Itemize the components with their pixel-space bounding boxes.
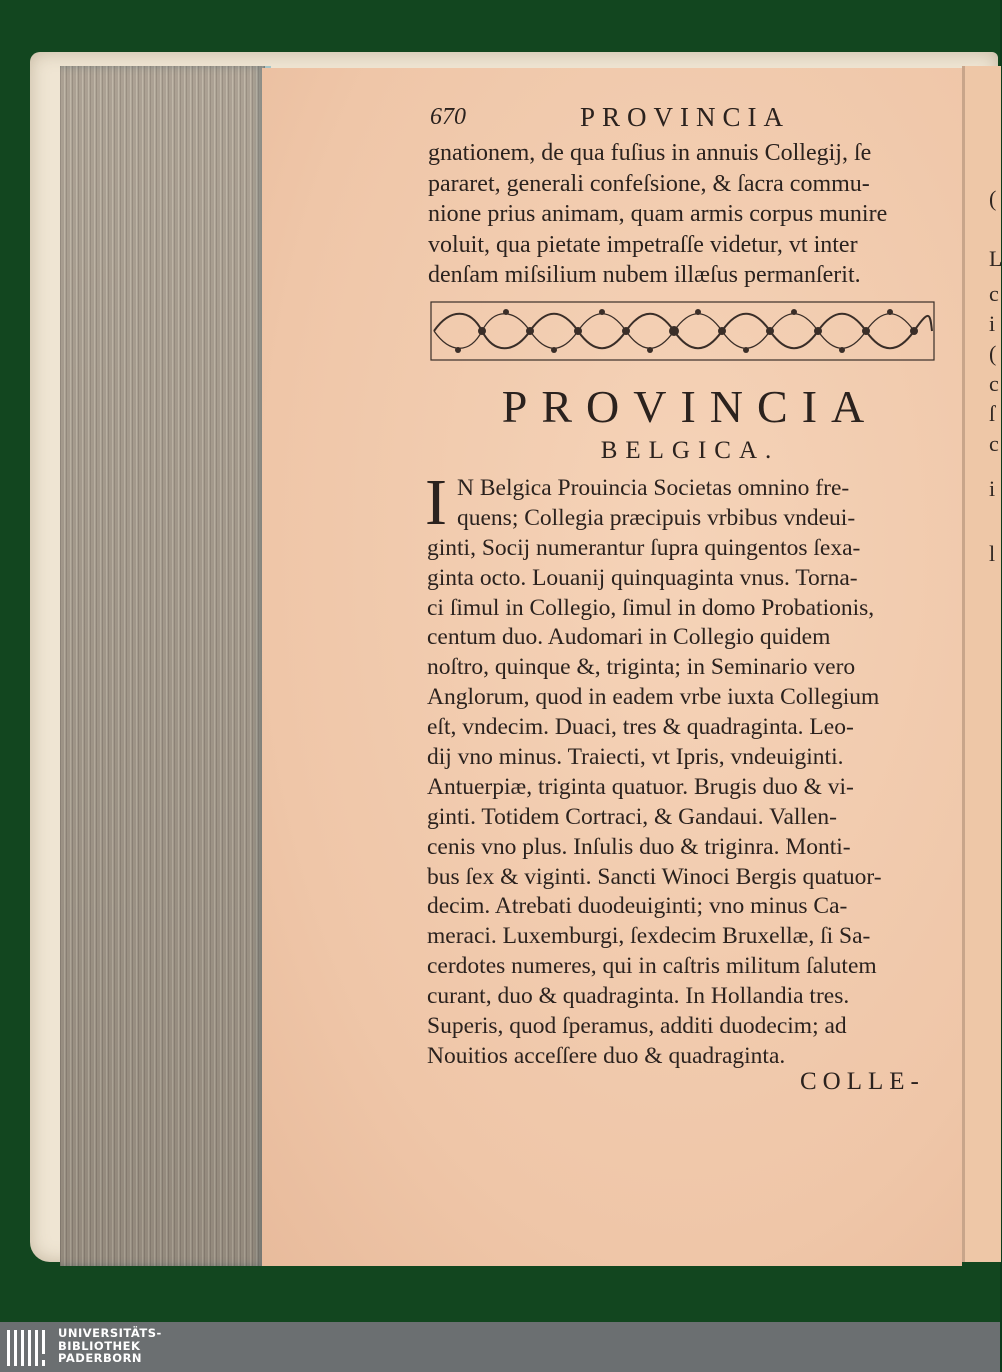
text-line: Superis, quod ſperamus, additi duodecim; ad [427, 1013, 847, 1040]
library-name [58, 1327, 162, 1365]
text-line: gnationem, de qua fuſius in annuis Collegij, ſe [428, 140, 872, 166]
page-number: 670 [430, 104, 466, 130]
text-line: denſam miſsilium nubem illæſus permanſerit. [428, 262, 861, 288]
next-page-glyph: i [989, 311, 996, 336]
text-line: bus ſex & viginti. Sancti Winoci Bergis quatuor- [427, 863, 882, 890]
page-edges [60, 66, 271, 1266]
next-page-glyph: ſ [989, 401, 996, 426]
body-paragraph [427, 474, 939, 1072]
continuation-paragraph [428, 138, 938, 291]
library-name-line: UNIVERSITÄTS- [58, 1326, 162, 1340]
next-page-glyph: c [989, 371, 999, 396]
text-line: quens; Collegia præcipuis vrbibus vndeui- [457, 504, 856, 531]
text-line: centum duo. Audomari in Collegio quidem [427, 624, 831, 651]
text-line: dij vno minus. Traiecti, vt Ipris, vndeuiginti. [427, 744, 844, 771]
text-line: Antuerpiæ, triginta quatuor. Brugis duo & vi- [427, 773, 854, 800]
text-line: voluit, qua pietate impetraſſe videtur, vt inter [428, 231, 858, 258]
text-line: cerdotes numeres, qui in caſtris militum ſalutem [427, 953, 877, 980]
next-page-edge [962, 66, 1001, 1262]
next-page-glyph: c [989, 431, 999, 456]
text-line: decim. Atrebati duodeuiginti; vno minus Ca- [427, 893, 848, 920]
text-line: eſt, vndecim. Duaci, tres & quadraginta. Leo- [427, 714, 854, 741]
text-line: Nouitios acceſſere duo & quadraginta. [427, 1042, 786, 1069]
next-page-glyph: ( [989, 186, 997, 211]
text-line: cenis vno plus. Inſulis duo & triginra. Monti- [427, 833, 851, 860]
ornamental-headpiece [430, 300, 935, 362]
library-name-line: PADERBORN [58, 1351, 143, 1365]
running-head-title: PROVINCIA [580, 102, 791, 132]
text-line: meraci. Luxemburgi, ſexdecim Bruxellæ, ſi Sa- [427, 923, 871, 950]
text-line: pararet, generali confeſsione, & ſacra commu- [428, 170, 870, 197]
text-line: ginta octo. Louanij quinquaginta vnus. Torna- [427, 564, 858, 591]
footer-bar [0, 1322, 1000, 1372]
next-page-glyph: L [989, 246, 1002, 271]
next-page-glyph: l [989, 541, 996, 566]
text-line: N Belgica Prouincia Societas omnino fre- [457, 475, 850, 501]
next-page-glyph: c [989, 281, 999, 306]
text-line: Anglorum, quod in eadem vrbe iuxta Collegium [427, 684, 880, 711]
library-name-line: BIBLIOTHEK [58, 1338, 141, 1353]
text-line: curant, duo & quadraginta. In Hollandia tres. [427, 983, 850, 1010]
text-line: ginti, Socij numerantur ſupra quingentos ſexa- [427, 534, 861, 561]
text-line: nione prius animam, quam armis corpus munire [428, 201, 888, 227]
text-line: noſtro, quinque &, triginta; in Seminario vero [427, 654, 856, 681]
text-line: ci ſimul in Collegio, ſimul in domo Probationis, [427, 594, 875, 621]
library-logo-icon [5, 1328, 53, 1368]
text-line: ginti. Totidem Cortraci, & Gandaui. Vallen- [427, 803, 837, 830]
next-page-glyph: ( [989, 341, 997, 366]
running-head [430, 104, 930, 140]
catchword: COLLE- [800, 1068, 925, 1095]
drop-cap: I [425, 466, 447, 539]
section-title: PROVINCIA [501, 381, 879, 432]
next-page-glyph: i [989, 476, 996, 501]
section-subtitle: BELGICA. [600, 437, 780, 464]
